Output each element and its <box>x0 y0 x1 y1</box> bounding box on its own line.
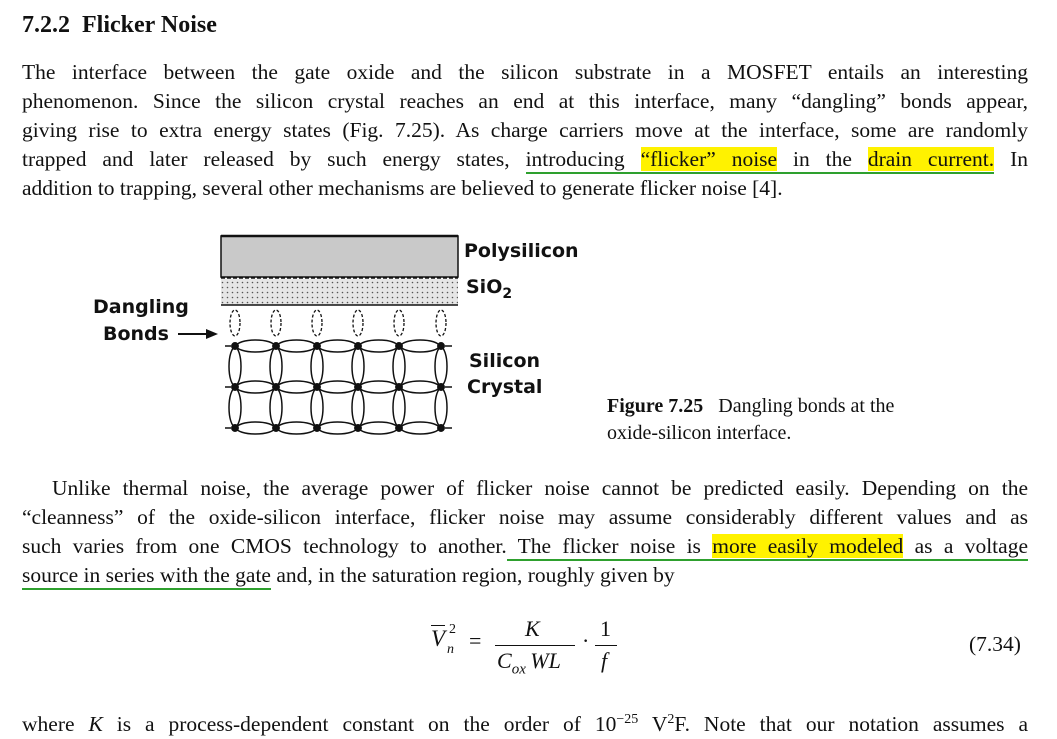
lattice-bond <box>229 389 241 427</box>
lattice-bond <box>401 381 439 393</box>
equation-number: (7.34) <box>969 632 1021 656</box>
lattice-bond <box>311 389 323 427</box>
section-heading: Flicker Noise <box>82 12 217 38</box>
highlighted-phrase: more easily modeled <box>712 534 904 558</box>
silicon-atom <box>273 384 279 390</box>
label-sio2-main: SiO <box>466 276 503 298</box>
text-span: such varies from one CMOS technology to another. <box>22 534 507 558</box>
text-span: The flicker noise is <box>506 534 713 558</box>
lattice-bond <box>435 348 447 386</box>
paragraph-3 <box>22 705 1028 739</box>
eq-V: V <box>431 626 446 651</box>
underlined-phrase <box>507 534 1028 561</box>
text-line <box>22 561 1028 590</box>
paragraph-2 <box>22 474 1028 590</box>
silicon-atom <box>232 425 238 431</box>
fraction-bar <box>495 645 575 646</box>
eq-equals: = <box>469 628 482 653</box>
text-span: V <box>638 712 668 737</box>
lattice-bond <box>319 422 357 434</box>
label-dangling: Dangling <box>93 296 189 318</box>
lattice-bond <box>360 422 398 434</box>
caption-label: Figure 7.25 <box>607 395 704 417</box>
silicon-atom <box>314 343 320 349</box>
silicon-lattice <box>225 340 452 434</box>
eq-f: f <box>601 648 608 673</box>
text-line: addition to trapping, several other mechanisms are believed to generate flicker noise [4]. <box>22 176 783 200</box>
lattice-bond <box>270 389 282 427</box>
section-number: 7.2.2 <box>22 12 70 38</box>
text-span: as a voltage <box>903 534 1028 558</box>
eq-numerator-1: 1 <box>600 616 611 641</box>
lattice-bond <box>270 348 282 386</box>
figure-caption <box>607 393 894 447</box>
silicon-atom <box>273 343 279 349</box>
text-span: where <box>22 712 89 737</box>
text-line: phenomenon. Since the silicon crystal reaches an end at this interface, many “dangling” bonds appear, <box>22 89 1028 113</box>
lattice-bond <box>237 381 275 393</box>
text-span: and, in the saturation region, roughly given by <box>270 563 675 587</box>
eq-sub: n <box>447 642 454 657</box>
lattice-bond <box>237 422 275 434</box>
lattice-bond <box>229 348 241 386</box>
caption-text: oxide-silicon interface. <box>607 422 792 444</box>
label-polysilicon: Polysilicon <box>464 240 579 262</box>
text-line <box>22 532 1028 561</box>
lattice-bond <box>393 389 405 427</box>
silicon-atom <box>396 343 402 349</box>
label-sio2-subscript: 2 <box>502 285 513 302</box>
label-crystal: Crystal <box>467 376 543 398</box>
eq-denominator <box>497 648 561 678</box>
eq-numerator-K: K <box>525 616 540 641</box>
silicon-atom <box>396 425 402 431</box>
silicon-atom <box>396 384 402 390</box>
eq-sup: 2 <box>449 622 456 637</box>
dangling-bond-lobe <box>271 310 281 336</box>
dangling-bond-lobe <box>230 310 240 336</box>
lattice-bond <box>278 422 316 434</box>
silicon-atom <box>355 343 361 349</box>
arrow-head-icon <box>206 329 218 339</box>
text-span: In <box>994 147 1028 171</box>
label-silicon: Silicon <box>469 350 541 372</box>
dangling-bond-lobe <box>436 310 446 336</box>
text-span: introducing <box>525 147 641 171</box>
eq-C: C <box>497 648 512 673</box>
text-line: The interface between the gate oxide and the silicon substrate in a MOSFET entails an interesting <box>22 60 1028 84</box>
silicon-atom <box>438 384 444 390</box>
lattice-bond <box>311 348 323 386</box>
eq-ox: ox <box>511 661 526 678</box>
lattice-bond <box>319 381 357 393</box>
label-bonds: Bonds <box>103 323 169 345</box>
text-span: is a process-dependent constant on the order of 10 <box>102 712 617 737</box>
silicon-atom <box>438 343 444 349</box>
label-sio2 <box>466 276 512 302</box>
lattice-bond <box>352 348 364 386</box>
silicon-atom <box>232 384 238 390</box>
text-span: F. Note that our notation assumes a <box>674 712 1029 737</box>
eq-dot: · <box>582 628 590 653</box>
lattice-bond <box>401 422 439 434</box>
lattice-bond <box>435 389 447 427</box>
silicon-atom <box>438 425 444 431</box>
dangling-bond-lobes <box>230 310 446 336</box>
silicon-atom <box>273 425 279 431</box>
caption-text: Dangling bonds at the <box>718 395 895 417</box>
lattice-bond <box>401 340 439 352</box>
lattice-bond <box>360 381 398 393</box>
highlighted-phrase: drain current. <box>867 147 995 171</box>
text-span: 2 <box>667 712 675 727</box>
lattice-bond <box>352 389 364 427</box>
polysilicon-layer <box>221 236 458 277</box>
lattice-bond <box>278 340 316 352</box>
lattice-bond <box>237 340 275 352</box>
text-span: −25 <box>616 712 639 727</box>
silicon-atom <box>314 425 320 431</box>
lattice-bond <box>393 348 405 386</box>
text-span: in the <box>777 147 868 171</box>
text-span: trapped and later released by such energy states, <box>22 147 526 171</box>
equation-7-34 <box>425 612 655 682</box>
highlighted-phrase: “flicker” noise <box>640 147 778 171</box>
dangling-bond-lobe <box>312 310 322 336</box>
text-line <box>22 705 1028 739</box>
dangling-bond-lobe <box>353 310 363 336</box>
lattice-bond <box>319 340 357 352</box>
text-line: giving rise to extra energy states (Fig. 7.25). As charge carriers move at the interface, some are randomly <box>22 118 1028 142</box>
text-line: “cleanness” of the oxide-silicon interface, flicker noise may assume considerably different values and as <box>22 505 1028 529</box>
eq-WL: WL <box>530 648 561 673</box>
silicon-atom <box>355 425 361 431</box>
lattice-bond <box>360 340 398 352</box>
lattice-bond <box>278 381 316 393</box>
silicon-atom <box>355 384 361 390</box>
silicon-atom <box>232 343 238 349</box>
fraction-bar <box>595 645 617 646</box>
underlined-phrase: source in series with the gate <box>22 563 271 590</box>
text-line: Unlike thermal noise, the average power of flicker noise cannot be predicted easily. Depending on the <box>52 476 1028 500</box>
dangling-bond-lobe <box>394 310 404 336</box>
silicon-atom <box>314 384 320 390</box>
text-span: K <box>88 712 103 737</box>
eq-lhs <box>431 626 445 652</box>
